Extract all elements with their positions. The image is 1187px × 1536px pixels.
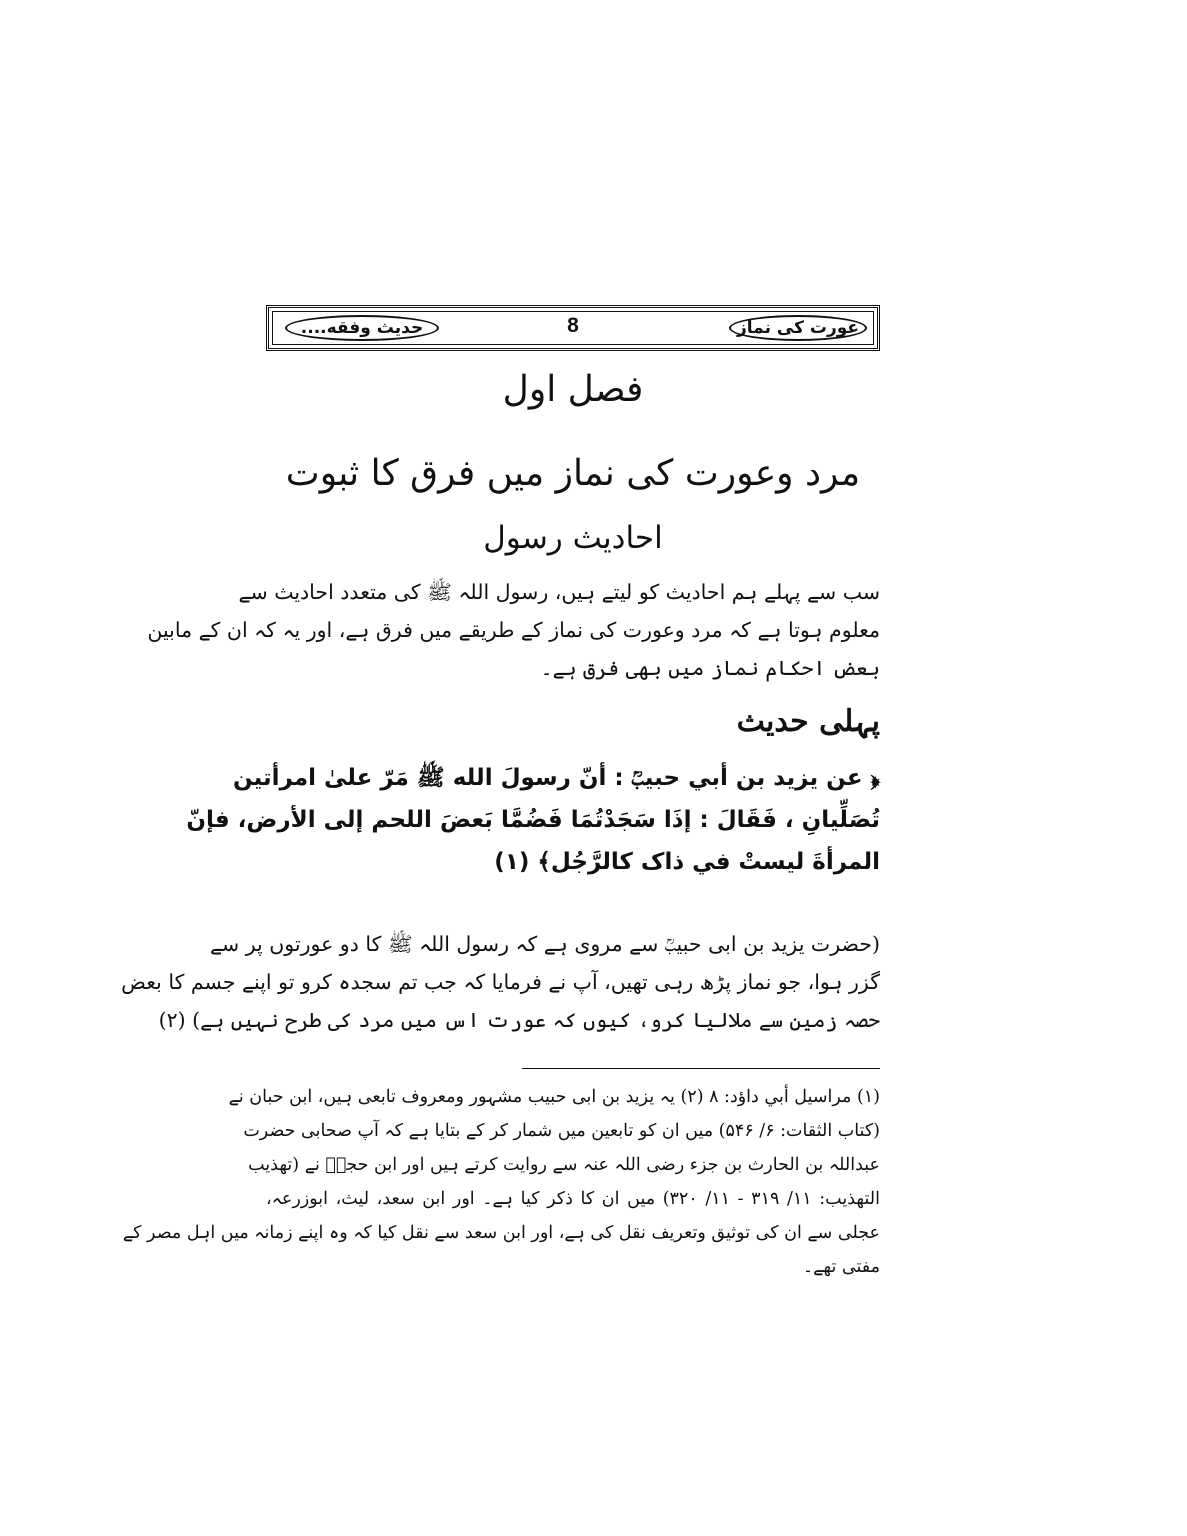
translation-line: حصہ زمین سے ملالیا کرو، کیوں کہ عورت اس میں مرد کی طرح نہیں ہے) (۲) [158, 1008, 880, 1032]
translation-line: گزر ہوا، جو نماز پڑھ رہی تھیں، آپ نے فرمایا کہ جب تم سجدہ کرو تو اپنے جسم کا بعض [121, 970, 880, 994]
hadith-arabic-text [186, 757, 880, 883]
arabic-line: المرأةَ ليستْ في ذاک كالرَّجُل﴾ (۱) [494, 849, 880, 875]
main-title: مرد وعورت کی نماز میں فرق کا ثبوت [285, 453, 861, 494]
intro-line: معلوم ہوتا ہے کہ مرد وعورت کی نماز کے طریقے میں فرق ہے، اور یہ کہ ان کے مابین [147, 618, 880, 642]
page-header [266, 305, 880, 351]
page-header-inner [272, 311, 874, 345]
sub-title: احادیث رسول [483, 520, 663, 556]
chapter-label: حدیث وفقه.... [285, 315, 439, 341]
translation-line: (حضرت یزید بن ابی حبیبؒ سے مروی ہے کہ رسول اللہ ﷺ کا دو عورتوں پر سے [209, 932, 880, 956]
hadith-heading: پہلی حدیث [736, 704, 880, 739]
footnote-line: عبداللہ بن الحارث بن جزء رضی اللہ عنہ سے روایت کرتے ہیں اور ابن حجرؒ نے (تهذيب [248, 1155, 880, 1175]
footnote-divider [522, 1068, 880, 1069]
arabic-line: ﴿ عن يزيد بن أبي حبيبؒ : أنّ رسولَ الله ﷺ مَرّ علىٰ امرأتين [232, 765, 880, 791]
intro-line: سب سے پہلے ہم احادیث کو لیتے ہیں، رسول اللہ ﷺ کی متعدد احادیث سے [238, 580, 880, 604]
section-title: فصل اول [502, 369, 644, 410]
intro-paragraph [147, 573, 880, 687]
hadith-translation [121, 925, 880, 1039]
book-title-label: عورت کی نماز [729, 315, 867, 341]
footnote-line: التهذيب: ۱۱/ ۳۱۹ - ۱۱/ ۳۲۰) میں ان کا ذکر کیا ہے۔ اور ابن سعد، لیث، ابوزرعہ، [266, 1189, 880, 1209]
page-number: 8 [567, 314, 579, 337]
intro-line: بعض احکام نماز میں بھی فرق ہے۔ [540, 656, 880, 680]
footnote-line: (۱) مراسيل أبي داؤد: ۸ (۲) یہ یزید بن ابی حبیب مشہور ومعروف تابعی ہیں، ابن حبان نے [228, 1087, 880, 1107]
footnote-line: (كتاب الثقات: ۶/ ۵۴۶) میں ان کو تابعین میں شمار کر کے بتایا ہے کہ آپ صحابی حضرت [243, 1121, 880, 1141]
footnotes [122, 1080, 880, 1284]
footnote-line: مفتی تھے۔ [802, 1257, 880, 1277]
arabic-line: تُصَلِّيانِ ، فَقَالَ : إذَا سَجَدْتُمَا فَضُمَّا بَعضَ اللحم إلى الأرض، فإنّ [186, 807, 880, 833]
footnote-line: عجلی سے ان کی توثیق وتعریف نقل کی ہے، اور ابن سعد سے نقل کیا کہ وہ اپنے زمانہ میں اہل مصر کے [122, 1223, 880, 1243]
